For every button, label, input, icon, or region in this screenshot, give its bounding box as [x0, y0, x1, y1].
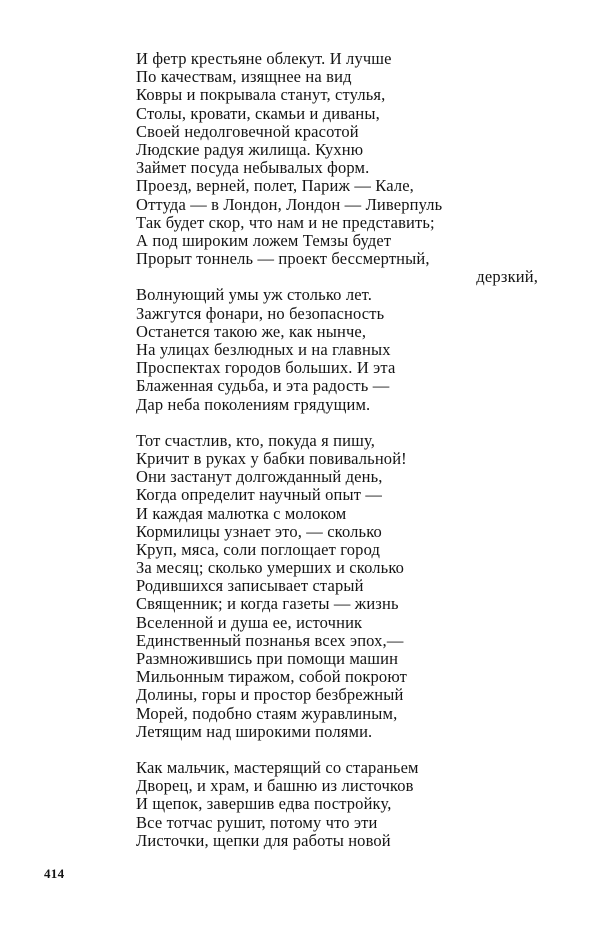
verse-line: Тот счастлив, кто, покуда я пишу, — [136, 430, 376, 450]
verse-line: Как мальчик, мастерящий со стараньем — [136, 757, 419, 777]
verse-line: Все тотчас рушит, потому что эти — [136, 812, 378, 832]
verse-line: А под широким ложем Темзы будет — [136, 230, 392, 250]
verse-line: Летящим над широкими полями. — [136, 721, 373, 741]
verse-line: На улицах безлюдных и на главных — [136, 340, 391, 359]
verse-line: Долины, горы и простор безбрежный — [136, 685, 404, 705]
verse-line: Вселенной и душа ее, источник — [136, 612, 363, 632]
verse-line: Своей недолговечной красотой — [136, 121, 359, 141]
verse-line: И каждая малютка с молоком — [136, 503, 347, 523]
verse-line: Так будет скор, что нам и не представить; — [136, 212, 435, 232]
verse-line: Останется такою же, как нынче, — [136, 321, 367, 341]
verse-line: Зажгутся фонари, но безопасность — [136, 303, 385, 323]
verse-line: Единственный познанья всех эпох,— — [136, 630, 404, 650]
verse-line-continuation: дерзкий, — [476, 267, 538, 287]
verse-line: По качествам, изящнее на вид — [136, 67, 352, 87]
verse-line: И фетр крестьяне облекут. И лучше — [136, 49, 392, 68]
verse-line: Круп, мяса, соли поглощает город — [136, 539, 381, 559]
verse-line: Морей, подобно стаям журавлиным, — [136, 703, 398, 723]
verse-line: Дар неба поколениям грядущим. — [136, 394, 371, 414]
verse-line: Прорыт тоннель — проект бессмертный, — [136, 249, 430, 269]
verse-line: Размножившись при помощи машин — [136, 649, 399, 668]
verse-line: Священник; и когда газеты — жизнь — [136, 594, 399, 614]
stanza — [136, 432, 556, 741]
verse-line: Волнующий умы уж столько лет. — [136, 285, 373, 305]
verse-line: Кричит в руках у бабки повивальной! — [136, 448, 407, 468]
verse-line: За месяц; сколько умерших и сколько — [136, 558, 405, 578]
verse-line: Людские радуя жилища. Кухню — [136, 139, 364, 159]
verse-line: Дворец, и храм, и башню из листочков — [136, 776, 414, 796]
stanza — [136, 50, 556, 414]
verse-line: Листочки, щепки для работы новой — [136, 830, 391, 850]
verse-line: Оттуда — в Лондон, Лондон — Ливерпуль — [136, 194, 443, 214]
verse-line: Займет посуда небывалых форм. — [136, 158, 370, 178]
verse-line: Ковры и покрывала станут, стулья, — [136, 85, 386, 105]
verse-line: Они застанут долгожданный день, — [136, 467, 383, 487]
verse-line: Родившихся записывает старый — [136, 576, 364, 596]
verse-line: Проспектах городов больших. И эта — [136, 358, 396, 378]
verse-line: Столы, кровати, скамьи и диваны, — [136, 103, 380, 123]
verse-line: Блаженная судьба, и эта радость — — [136, 376, 390, 396]
verse-line: Когда определит научный опыт — — [136, 485, 383, 505]
verse-line: И щепок, завершив едва постройку, — [136, 794, 392, 814]
poem-text — [136, 50, 556, 850]
verse-line: Мильонным тиражом, собой покроют — [136, 667, 407, 687]
stanza — [136, 759, 556, 850]
verse-line: Кормилицы узнает это, — сколько — [136, 521, 382, 541]
page-number: 414 — [44, 866, 65, 881]
verse-line: Проезд, верней, полет, Париж — Кале, — [136, 176, 414, 196]
